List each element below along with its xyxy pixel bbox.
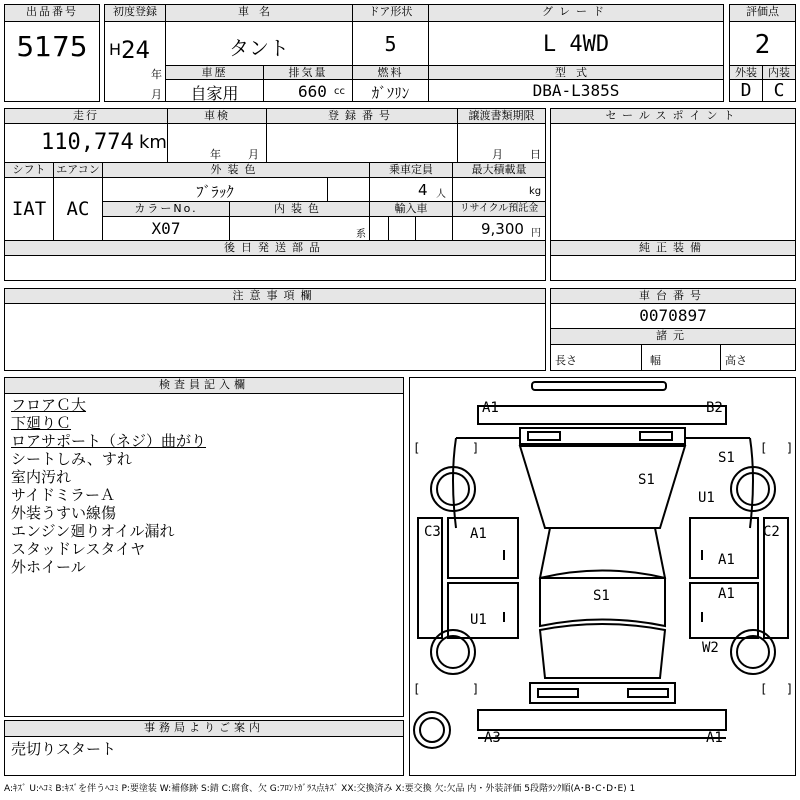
- note-item: 室内汚れ: [11, 468, 72, 486]
- import-box-3: [415, 216, 453, 241]
- interior-grade: C: [773, 80, 785, 101]
- tr-day-unit: 日: [530, 148, 541, 161]
- spec-length: 長さ: [555, 354, 577, 367]
- interior-label: 内装: [762, 65, 796, 80]
- note-item: 下廻りＣ: [11, 414, 72, 432]
- recycle-box: [452, 216, 546, 241]
- capacity: 4: [418, 181, 428, 199]
- spec-width-box: [641, 344, 721, 371]
- import-box: [369, 216, 389, 241]
- month-unit: 月: [151, 88, 162, 101]
- lot-no-label: 出品番号: [4, 4, 100, 22]
- damage-s1-hood: S1: [638, 472, 655, 488]
- info-section: [4, 108, 546, 284]
- score-box: [729, 21, 796, 66]
- damage-a1-right-front-door: A1: [718, 552, 735, 568]
- grade-box: [428, 21, 724, 66]
- mileage: 110,774: [41, 130, 134, 155]
- tr-month-unit: 月: [492, 148, 503, 161]
- recycle: 9,300: [481, 220, 524, 238]
- history-label: 車歴: [165, 65, 264, 80]
- car-diagram: [409, 377, 796, 776]
- note-item: スタッドレスタイヤ: [11, 540, 146, 558]
- yen-unit: 円: [531, 228, 541, 239]
- shift: IAT: [11, 198, 47, 220]
- later-parts-label: 後日発送部品: [4, 240, 546, 256]
- model: DBA-L385S: [532, 81, 620, 100]
- legend-footer: A:ｷｽﾞ U:ﾍｺﾐ B:ｷｽﾞを伴うﾍｺﾐ P:要塗装 W:補修跡 S:錆 C:腐食、欠 G:ﾌﾛﾝﾄｶﾞﾗｽ点ｷｽﾞ XX:交換済み X:要交換 欠:欠品 内・外装評価 5段階ﾗﾝｸ順(A･B･C･D･E) 1: [4, 784, 636, 794]
- import-label: 輸入車: [369, 201, 453, 217]
- damage-a1-front-left: A1: [482, 400, 499, 416]
- history-box: [165, 79, 264, 102]
- mileage-box: [4, 123, 168, 163]
- bracket-left-rear-close: ]: [472, 682, 480, 696]
- spec-width: 幅: [650, 354, 661, 367]
- spec-height-box: [720, 344, 796, 371]
- ins-year-unit: 年: [210, 148, 221, 161]
- ac-label: エアコン: [53, 162, 103, 178]
- specs-label: 諸元: [550, 328, 796, 345]
- displacement-label: 排気量: [263, 65, 353, 80]
- model-label: 型式: [428, 65, 724, 80]
- colorno-box: [102, 216, 230, 241]
- bracket-right-front: [: [760, 441, 768, 455]
- color-extra-box: [327, 177, 370, 202]
- mileage-label: 走行: [4, 108, 168, 124]
- transfer-box: [457, 123, 546, 163]
- car-outline: [410, 378, 795, 775]
- kg-unit: kg: [529, 186, 542, 197]
- ins-month-unit: 月: [248, 148, 259, 161]
- chassis-box: [550, 303, 796, 329]
- spec-height: 高さ: [725, 354, 747, 367]
- displacement: 660: [298, 82, 327, 101]
- colorno: X07: [151, 219, 181, 238]
- damage-a3-rear-left: A3: [484, 730, 501, 746]
- colorno-label: カラーNo.: [102, 201, 230, 217]
- car-name-label: 車名: [165, 4, 353, 22]
- chassis-label: 車台番号: [550, 288, 796, 304]
- transfer-label: 譲渡書類期限: [457, 108, 546, 124]
- lot-no: 5175: [16, 30, 88, 63]
- damage-a1-left-front-door: A1: [470, 526, 487, 542]
- displacement-box: [263, 79, 353, 102]
- import-box-2: [388, 216, 416, 241]
- bracket-right-rear-close: ]: [786, 682, 794, 696]
- bracket-right-rear: [: [760, 682, 768, 696]
- note-item: 外ホイール: [11, 558, 86, 576]
- damage-a1-rear-right: A1: [706, 730, 723, 746]
- inspector-label: 検査員記入欄: [4, 377, 404, 394]
- grade: L 4WD: [542, 32, 610, 57]
- intcolor-label: 内装色: [229, 201, 370, 217]
- caution-label: 注意事項欄: [4, 288, 546, 304]
- damage-u1-right-fender: U1: [698, 490, 715, 506]
- score: 2: [754, 30, 771, 60]
- load-box: [452, 177, 546, 202]
- genuine-equip-label: 純正装備: [550, 240, 796, 256]
- exterior-grade: D: [740, 80, 752, 101]
- sales-point-label: セールスポイント: [550, 108, 796, 124]
- load-label: 最大積載量: [452, 162, 546, 178]
- lot-no-box: [4, 21, 100, 102]
- door-label: ドア形状: [352, 4, 429, 22]
- ac-box: [53, 177, 103, 241]
- office-label: 事務局よりご案内: [4, 720, 404, 737]
- damage-c2-right-mirror: C2: [763, 524, 780, 540]
- score-label: 評価点: [729, 4, 796, 22]
- exterior-label: 外装: [729, 65, 763, 80]
- door-box: [352, 21, 429, 66]
- sales-point-box: [550, 123, 796, 241]
- car-name-box: [165, 21, 353, 66]
- reg-year: 24: [121, 36, 150, 64]
- year-unit: 年: [151, 68, 162, 81]
- fuel: ｶﾞｿﾘﾝ: [371, 84, 410, 102]
- note-item: シートしみ、すれ: [11, 450, 132, 468]
- damage-u1-left-rear-door: U1: [470, 612, 487, 628]
- regno-box: [266, 123, 458, 163]
- damage-b2-front-right: B2: [706, 400, 723, 416]
- office-note: 売切りスタート: [11, 740, 117, 758]
- later-parts-box: [4, 255, 546, 281]
- damage-s1-roof: S1: [593, 588, 610, 604]
- genuine-equip-box: [550, 255, 796, 281]
- shift-box: [4, 177, 54, 241]
- note-item: フロアＣ大: [11, 396, 87, 414]
- note-item: ロアサポート（ネジ）曲がり: [11, 432, 207, 450]
- km-unit: km: [139, 132, 167, 153]
- intcolor-box: [229, 216, 370, 241]
- cc-unit: cc: [334, 86, 345, 97]
- person-unit: 人: [436, 189, 446, 200]
- interior-box: [762, 79, 796, 102]
- note-item: エンジン廻りオイル漏れ: [11, 522, 175, 540]
- doors: 5: [384, 32, 397, 56]
- ac: AC: [66, 198, 90, 220]
- damage-w2-right-rear-fender: W2: [702, 640, 719, 656]
- chassis-no: 0070897: [639, 306, 707, 325]
- color-box: [102, 177, 328, 202]
- note-item: サイドミラーＡ: [11, 486, 115, 504]
- grade-label: グレード: [428, 4, 724, 22]
- bracket-left-front-close: ]: [472, 441, 480, 455]
- history: 自家用: [190, 84, 239, 103]
- inspection-label: 車検: [167, 108, 267, 124]
- first-reg-box: [104, 21, 166, 102]
- spec-length-box: [550, 344, 642, 371]
- caution-box: [4, 303, 546, 371]
- office-box: [4, 736, 404, 776]
- exterior-box: [729, 79, 763, 102]
- note-item: 外装うすい線傷: [11, 504, 117, 522]
- recycle-label: リサイクル預託金: [452, 201, 546, 217]
- regno-label: 登録番号: [266, 108, 458, 124]
- capacity-box: [369, 177, 453, 202]
- shift-label: シフト: [4, 162, 54, 178]
- model-box: [428, 79, 724, 102]
- kei-unit: 系: [356, 229, 366, 240]
- inspection-box: [167, 123, 267, 163]
- damage-s1-right-fender: S1: [718, 450, 735, 466]
- header-section: [4, 4, 796, 102]
- car-name-text: タント: [229, 36, 289, 60]
- bracket-left-front: [: [413, 441, 421, 455]
- inspector-notes: [11, 396, 206, 576]
- damage-c3-left-mirror: C3: [424, 524, 441, 540]
- capacity-label: 乗車定員: [369, 162, 453, 178]
- first-reg-label: 初度登録: [104, 4, 166, 22]
- color-label: 外装色: [102, 162, 370, 178]
- era: H: [109, 40, 122, 59]
- bracket-right-front-close: ]: [786, 441, 794, 455]
- inspector-box: [4, 393, 404, 717]
- fuel-box: [352, 79, 429, 102]
- color: ﾌﾞﾗｯｸ: [196, 183, 234, 201]
- fuel-label: 燃料: [352, 65, 429, 80]
- bracket-left-rear: [: [413, 682, 421, 696]
- damage-a1-right-rear-door: A1: [718, 586, 735, 602]
